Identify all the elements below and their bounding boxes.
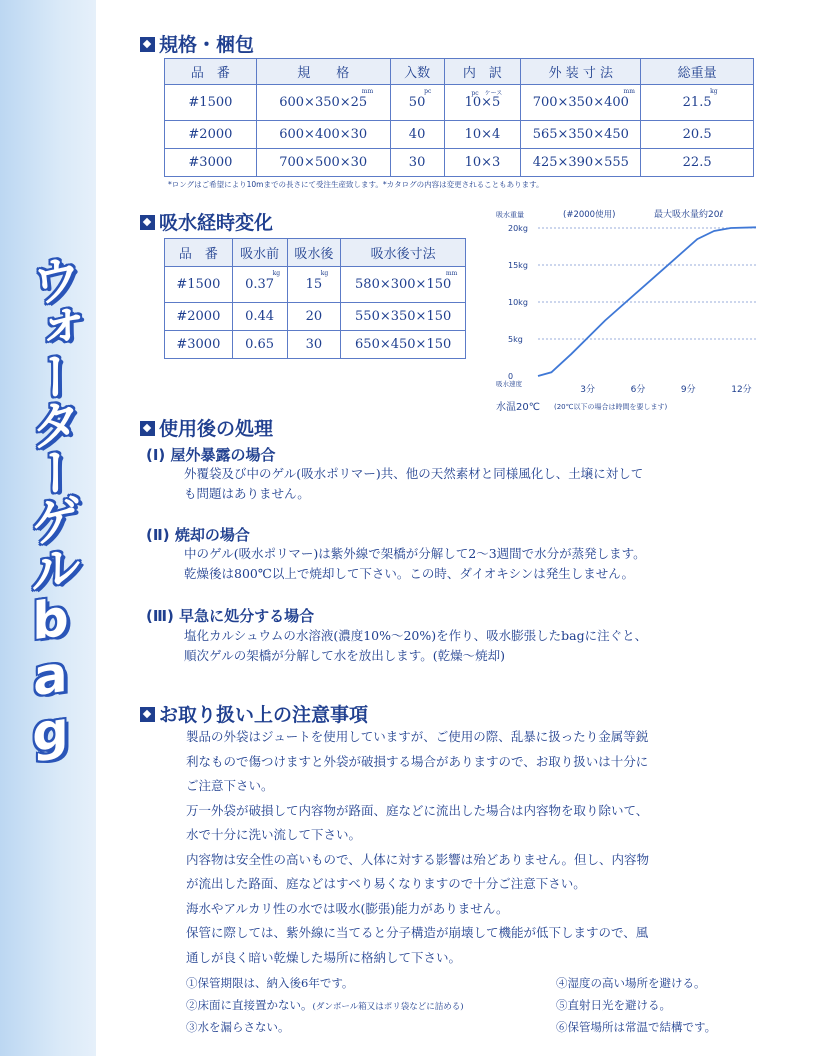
- spec-col-header: 品 番: [165, 59, 257, 85]
- disposal-item-label: (Ⅱ) 焼却の場合: [146, 526, 250, 544]
- spec-row: [165, 85, 754, 121]
- chart-footer: 水温20℃: [496, 402, 540, 413]
- spec-cell: 50 pc: [390, 85, 444, 121]
- diamond-icon: [140, 37, 155, 52]
- chart-y-tick-label: 15kg: [508, 261, 528, 270]
- spec-cell: 700×500×30: [256, 149, 390, 177]
- spec-cell: 20.5: [641, 121, 754, 149]
- unit-label: mm: [445, 270, 458, 277]
- disposal-heading: 使用後の処理: [140, 414, 273, 441]
- caution-list-item: ⑥保管場所は常温で結構です。: [556, 1020, 717, 1034]
- unit-label: pc: [424, 88, 432, 95]
- chart-y-tick-label: 5kg: [508, 335, 523, 344]
- caution-heading: お取り扱い上の注意事項: [140, 700, 368, 727]
- absorb-col-header: 吸水後: [287, 239, 341, 267]
- spec-cell: #1500: [165, 85, 257, 121]
- disposal-item-text: 中のゲル(吸水ポリマー)は紫外線で架橋が分解して2〜3週間で水分が蒸発します。 乾燥後は800℃以上で焼却して下さい。この時、ダイオキシンは発生しません。: [184, 546, 646, 581]
- chart-footer-note: (20℃以下の場合は時間を要します): [554, 403, 668, 411]
- spec-cell: 10×4: [444, 121, 521, 149]
- caution-list-item: ④湿度の高い場所を避ける。: [556, 976, 706, 990]
- absorb-cell: 15 kg: [287, 267, 341, 303]
- absorb-cell: 650×450×150: [341, 331, 466, 359]
- disposal-item-text: 外覆袋及び中のゲル(吸水ポリマー)共、他の天然素材と同様風化し、土壌に対して も問題はありません。: [184, 466, 644, 501]
- absorb-cell: 550×350×150: [341, 303, 466, 331]
- product-title: ウォーターゲルbag: [21, 250, 80, 764]
- absorb-cell: 30: [287, 331, 341, 359]
- chart-y-tick-label: 20kg: [508, 224, 528, 233]
- spec-cell: 10×5 pc ケース: [444, 85, 521, 121]
- absorb-cell: 0.65: [232, 331, 287, 359]
- spec-col-header: 入数: [390, 59, 444, 85]
- spec-col-header: 外 装 寸 法: [521, 59, 641, 85]
- spec-cell: 10×3: [444, 149, 521, 177]
- diamond-icon: [140, 707, 155, 722]
- unit-label: mm: [623, 88, 635, 95]
- absorb-cell: #3000: [165, 331, 233, 359]
- spec-cell: 425×390×555: [521, 149, 641, 177]
- disposal-item-label: (Ⅰ) 屋外暴露の場合: [146, 446, 276, 464]
- spec-row: [165, 149, 754, 177]
- caution-text: 製品の外袋はジュートを使用していますが、ご使用の際、乱暴に扱ったり金属等鋭 利なもので傷つけますと外袋が破損する場合がありますので、お取り扱いは十分に ご注意下さい。 万一外袋が破損して内容物が路面、庭などに流出した場合は内容物を取り除いて、 水で十分に洗い流して下さい。 内容物は安全性の高いもので、人体に対する影響は殆どありません。但し、内容物 が流出した路面、庭などはすべり易くなりますので十分ご注意下さい。 海水やアルカリ性の水では吸水(膨張)能力がありません。 保管に際しては、紫外線に当てると分子構造が崩壊して機能が低下しますので、風 通しが良く暗い乾燥した場所に格納して下さい。: [186, 729, 650, 965]
- spec-cell: 565×350×450: [521, 121, 641, 149]
- spec-row: [165, 121, 754, 149]
- chart-x-tick-label: 9分: [680, 385, 696, 395]
- spec-table: [164, 58, 754, 177]
- spec-cell: #3000: [165, 149, 257, 177]
- caution-list-item: ①保管期限は、納入後6年です。: [186, 976, 354, 990]
- spec-header-row: [165, 59, 754, 85]
- absorb-cell: 0.37 kg: [232, 267, 287, 303]
- spec-cell: 22.5: [641, 149, 754, 177]
- diamond-icon: [140, 421, 155, 436]
- caution-list-item: ③水を漏らさない。: [186, 1020, 290, 1034]
- spec-col-header: 内 訳: [444, 59, 521, 85]
- absorb-cell: #1500: [165, 267, 233, 303]
- spec-cell: 21.5 kg: [641, 85, 754, 121]
- absorb-col-header: 吸水後寸法: [341, 239, 466, 267]
- spec-cell: 700×350×400 mm: [521, 85, 641, 121]
- absorb-table: [164, 238, 466, 359]
- unit-label: pc ケース: [471, 90, 503, 97]
- disposal-item-text: 塩化カルシュウムの水溶液(濃度10%〜20%)を作り、吸水膨張したbagに注ぐと、 順次ゲルの架橋が分解して水を放出します。(乾燥〜焼却): [184, 628, 648, 663]
- absorb-row: [165, 303, 466, 331]
- spec-heading: 規格・梱包: [140, 30, 254, 57]
- spec-cell: 600×350×25 mm: [256, 85, 390, 121]
- spec-cell: 600×400×30: [256, 121, 390, 149]
- spec-cell: 40: [390, 121, 444, 149]
- chart-x-tick-label: 12分: [731, 385, 752, 395]
- sidebar-band: [0, 0, 96, 1056]
- absorb-cell: 20: [287, 303, 341, 331]
- spec-col-header: 規 格: [256, 59, 390, 85]
- absorb-col-header: 吸水前: [232, 239, 287, 267]
- chart-x-tick-label: 6分: [630, 385, 646, 395]
- absorption-chart: [488, 204, 768, 419]
- absorb-header-row: [165, 239, 466, 267]
- absorb-heading: 吸水経時変化: [140, 208, 273, 235]
- absorb-cell: 0.44: [232, 303, 287, 331]
- absorb-row: [165, 267, 466, 303]
- absorb-col-header: 品 番: [165, 239, 233, 267]
- disposal-item-label: (Ⅲ) 早急に処分する場合: [146, 607, 315, 625]
- absorb-row: [165, 331, 466, 359]
- caution-list-item: ⑤直射日光を避ける。: [556, 998, 671, 1012]
- diamond-icon: [140, 215, 155, 230]
- spec-cell: #2000: [165, 121, 257, 149]
- chart-annotation: 最大吸水量約20ℓ: [654, 210, 724, 220]
- caution-list-item: ②床面に直接置かない。(ダンボール箱又はポリ袋などに詰める): [186, 998, 464, 1012]
- absorb-cell: #2000: [165, 303, 233, 331]
- chart-y-tick-label: 0: [508, 372, 514, 381]
- unit-label: mm: [361, 88, 374, 95]
- chart-y-tick-label: 10kg: [508, 298, 528, 307]
- spec-note: *ロングはご希望により10mまでの長さにて受注生産致します。*カタログの内容は変更されることもあります。: [168, 180, 544, 189]
- absorb-cell: 580×300×150 mm: [341, 267, 466, 303]
- unit-label: kg: [272, 270, 281, 277]
- unit-label: kg: [320, 270, 329, 277]
- spec-col-header: 総重量: [641, 59, 754, 85]
- chart-xlabel: 吸水速度: [496, 380, 522, 388]
- chart-ylabel: 吸水重量: [496, 211, 524, 219]
- unit-label: kg: [710, 88, 718, 95]
- chart-x-tick-label: 3分: [580, 385, 596, 395]
- chart-title: (#2000使用): [563, 210, 616, 220]
- spec-cell: 30: [390, 149, 444, 177]
